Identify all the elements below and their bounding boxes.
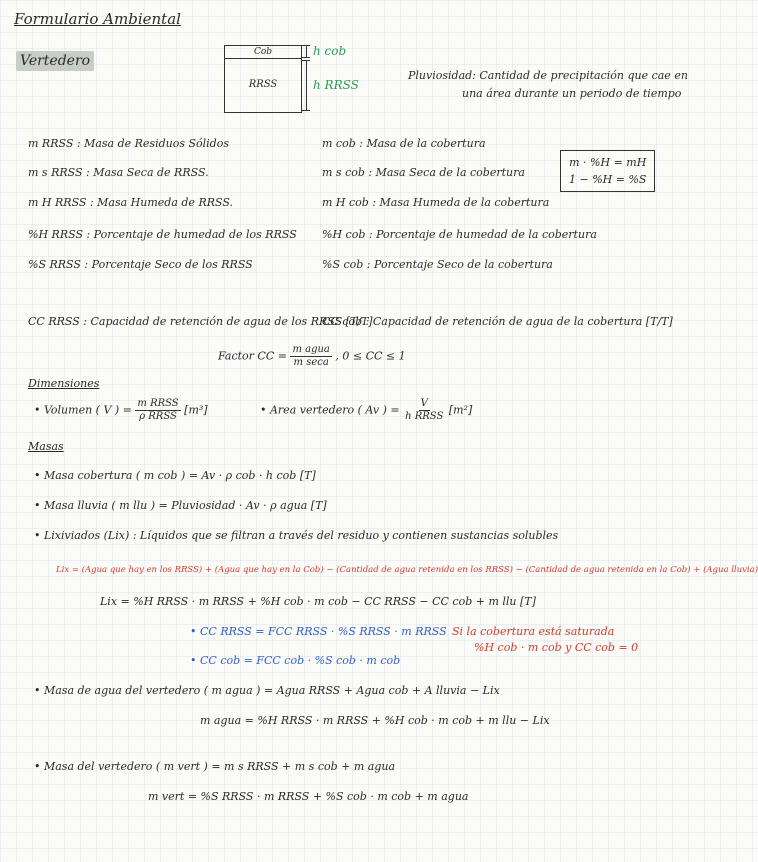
def-right-1: m s cob : Masa Seca de la cobertura: [322, 166, 525, 179]
masa-cobertura: • Masa cobertura ( m cob ) = Av · ρ cob · h cob [T]: [34, 469, 316, 482]
page-title: Formulario Ambiental: [14, 10, 181, 28]
area-den: h RRSS: [405, 411, 444, 422]
area-unit: [m²]: [448, 403, 473, 417]
def-left-0: m RRSS : Masa de Residuos Sólidos: [28, 137, 229, 150]
landfill-diagram: [224, 45, 302, 113]
volumen-label: • Volumen ( V ) =: [34, 403, 132, 417]
box-formula-0: m · %H = mH: [569, 156, 647, 169]
masas-title: Masas: [28, 440, 64, 453]
volumen-fraction: [135, 398, 180, 423]
h-cob-bracket: [306, 45, 307, 58]
def-right-2: m H cob : Masa Humeda de la cobertura: [322, 196, 550, 209]
lix-formula: Lix = %H RRSS · m RRSS + %H cob · m cob − CC RRSS − CC cob + m llu [T]: [100, 595, 536, 608]
def-right-0: m cob : Masa de la cobertura: [322, 137, 486, 150]
area-num: V: [420, 398, 428, 409]
section-title: Vertedero: [16, 51, 94, 71]
pluviosidad-line-1: Pluviosidad: Cantidad de precipitación que cae en: [408, 69, 688, 82]
volumen-unit: [m³]: [184, 403, 208, 417]
h-rss-bracket: [306, 60, 307, 111]
factor-cc-num: m agua: [292, 344, 330, 355]
masa-vertedero-title: • Masa del vertedero ( m vert ) = m s RRSS + m s cob + m agua: [34, 760, 396, 773]
masa-agua-formula: m agua = %H RRSS · m RRSS + %H cob · m cob + m llu − Lix: [200, 714, 550, 727]
def-left-4: %S RRSS : Porcentaje Seco de los RRSS: [28, 258, 253, 271]
def-right-3: %H cob : Porcentaje de humedad de la cobertura: [322, 228, 597, 241]
boxed-formulas: [560, 150, 655, 192]
diagram-rss-label: RRSS: [248, 79, 278, 90]
area-fraction: [403, 398, 445, 423]
lixiviados-def: • Lixiviados (Lix) : Líquidos que se filtran a través del residuo y contienen sustancias solubles: [34, 529, 559, 542]
def-left-3: %H RRSS : Porcentaje de humedad de los RRSS: [28, 228, 297, 241]
dimensiones-title: Dimensiones: [28, 377, 100, 390]
area-label: • Area vertedero ( Av ) =: [260, 403, 400, 417]
masa-vertedero-formula: m vert = %S RRSS · m RRSS + %S cob · m cob + m agua: [148, 790, 469, 803]
def-left-1: m s RRSS : Masa Seca de RRSS.: [28, 166, 209, 179]
factor-cc-label: Factor CC =: [218, 349, 287, 363]
diagram-cob-label: Cob: [225, 46, 301, 59]
cc-rss-formula: • CC RRSS = FCC RRSS · %S RRSS · m RRSS: [190, 625, 447, 638]
volumen-formula: [34, 398, 208, 423]
cc-cob-formula: • CC cob = FCC cob · %S cob · m cob: [190, 654, 401, 667]
saturada-note-1: Si la cobertura está saturada: [452, 625, 615, 638]
def-right-4: %S cob : Porcentaje Seco de la cobertura: [322, 258, 553, 271]
volumen-den: ρ RRSS: [139, 411, 177, 422]
box-formula-1: 1 − %H = %S: [569, 173, 647, 186]
saturada-note-2: %H cob · m cob y CC cob = 0: [474, 641, 639, 654]
factor-cc-fraction: [290, 344, 331, 369]
lix-definition: Lix = (Agua que hay en los RRSS) + (Agua que hay en la Cob) − (Cantidad de agua retenida en los RRSS) − (Cantidad de agua retenida en la Cob) + (Agua lluvia): [56, 565, 758, 575]
def-left-2: m H RRSS : Masa Humeda de RRSS.: [28, 196, 233, 209]
h-cob-label: h cob: [313, 44, 347, 58]
cc-cob-def: CC cob : Capacidad de retención de agua de la cobertura [T/T]: [322, 315, 673, 328]
masa-lluvia: • Masa lluvia ( m llu ) = Pluviosidad · Av · ρ agua [T]: [34, 499, 327, 512]
pluviosidad-line-2: una área durante un periodo de tiempo: [462, 87, 682, 100]
factor-cc: [218, 344, 406, 369]
volumen-num: m RRSS: [137, 398, 179, 409]
masa-agua-title: • Masa de agua del vertedero ( m agua ) = Agua RRSS + Agua cob + A lluvia − Lix: [34, 684, 500, 697]
factor-cc-range: , 0 ≤ CC ≤ 1: [335, 349, 406, 363]
factor-cc-den: m seca: [293, 357, 329, 368]
cc-rss-def: CC RRSS : Capacidad de retención de agua de los RRSS [T/T]: [28, 315, 373, 328]
h-rss-label: h RRSS: [313, 78, 359, 92]
area-formula: [260, 398, 472, 423]
